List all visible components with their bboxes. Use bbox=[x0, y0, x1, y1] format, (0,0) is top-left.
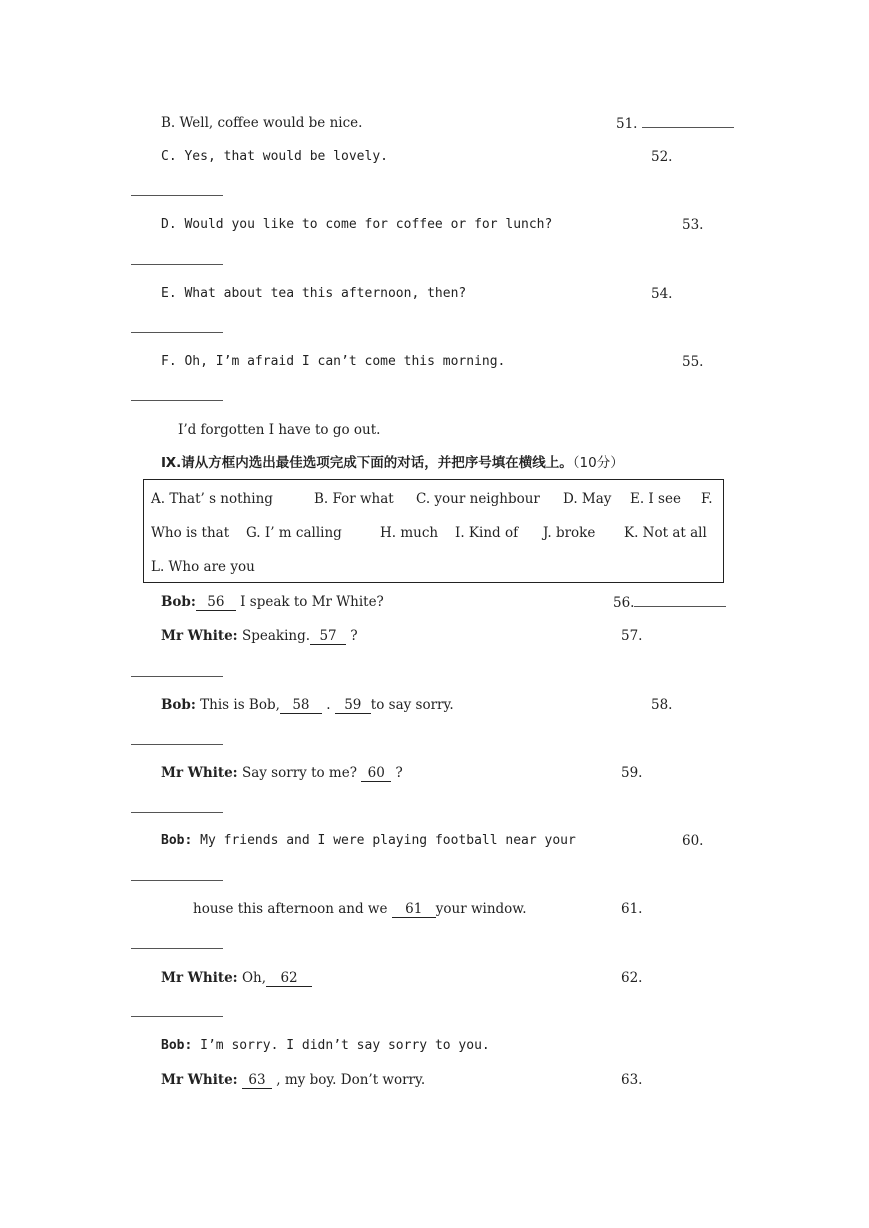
dialogue-line-58: Bob: This is Bob, 58 . 59 to say sorry. bbox=[161, 697, 454, 713]
answer-61: 61. bbox=[621, 901, 643, 917]
dialogue-line-60: Mr White: Say sorry to me? 60 ? bbox=[161, 765, 403, 781]
blank-59: 59 bbox=[335, 697, 371, 714]
line-text: Oh, bbox=[241, 970, 267, 986]
dialogue-line-bob-sorry bbox=[161, 1038, 490, 1054]
answer-55: 55. bbox=[682, 354, 704, 370]
answer-line bbox=[131, 332, 223, 333]
box-option-k: K. Not at all bbox=[624, 525, 707, 541]
box-option-e: E. I see bbox=[630, 491, 681, 507]
speaker: Bob: bbox=[161, 594, 196, 610]
line-text: Speaking. bbox=[241, 628, 311, 644]
answer-line bbox=[131, 1016, 223, 1017]
answer-51: 51. bbox=[616, 115, 734, 132]
speaker: Mr White: bbox=[161, 765, 238, 781]
dialogue-line-61: house this afternoon and we 61 your window. bbox=[193, 901, 527, 917]
blank-57: 57 bbox=[310, 628, 346, 645]
line-text: My friends and I were playing football near your bbox=[200, 833, 576, 848]
line-text: Say sorry to me? bbox=[241, 765, 357, 781]
line-text: This is Bob, bbox=[200, 697, 280, 713]
box-option-i: I. Kind of bbox=[455, 525, 519, 541]
answer-line bbox=[642, 115, 734, 128]
line-text: I speak to Mr White? bbox=[240, 594, 384, 610]
dialogue-line-56 bbox=[161, 594, 384, 611]
blank-60: 60 bbox=[361, 765, 391, 782]
answer-52: 52. bbox=[651, 149, 673, 165]
box-option-l: L. Who are you bbox=[151, 559, 255, 575]
box-option-d: D. May bbox=[563, 491, 612, 507]
line-text: house this afternoon and we bbox=[193, 901, 388, 917]
box-option-g: G. I’ m calling bbox=[246, 525, 342, 541]
answer-62: 62. bbox=[621, 970, 643, 986]
answer-line bbox=[131, 880, 223, 881]
options-box bbox=[143, 479, 724, 583]
option-b: B. Well, coffee would be nice. bbox=[161, 115, 363, 131]
box-option-c: C. your neighbour bbox=[416, 491, 540, 507]
option-f: F. Oh, I’m afraid I can’t come this morning. bbox=[161, 354, 506, 369]
answer-line bbox=[131, 948, 223, 949]
blank-56: 56 bbox=[196, 594, 236, 611]
option-f-continuation: I’d forgotten I have to go out. bbox=[178, 422, 381, 438]
answer-line bbox=[131, 264, 223, 265]
speaker: Bob: bbox=[161, 833, 193, 848]
answer-line bbox=[131, 676, 223, 677]
answer-line bbox=[634, 594, 726, 607]
box-option-j: J. broke bbox=[543, 525, 596, 541]
answer-line bbox=[131, 400, 223, 401]
dialogue-line-63 bbox=[161, 1072, 425, 1089]
answer-59: 59. bbox=[621, 765, 643, 781]
box-option-b: B. For what bbox=[314, 491, 394, 507]
answer-63: 63. bbox=[621, 1072, 643, 1088]
dialogue-line-bob-friends bbox=[161, 833, 576, 849]
blank-62: 62 bbox=[266, 970, 312, 987]
answer-60: 60. bbox=[682, 833, 704, 849]
speaker: Mr White: bbox=[161, 1072, 238, 1088]
blank-58: 58 bbox=[280, 697, 322, 714]
speaker: Mr White: bbox=[161, 970, 238, 986]
speaker: Bob: bbox=[161, 1038, 193, 1053]
speaker: Bob: bbox=[161, 697, 196, 713]
option-d: D. Would you like to come for coffee or for lunch? bbox=[161, 217, 553, 232]
dialogue-line-62 bbox=[161, 970, 312, 987]
line-text: I’m sorry. I didn’t say sorry to you. bbox=[200, 1038, 490, 1053]
box-option-f-label: F. bbox=[701, 491, 713, 507]
section-heading: Ⅸ.请从方框内选出最佳选项完成下面的对话，并把序号填在横线上。（10分） bbox=[161, 455, 624, 471]
answer-line bbox=[131, 812, 223, 813]
answer-57: 57. bbox=[621, 628, 643, 644]
option-c: C. Yes, that would be lovely. bbox=[161, 149, 388, 164]
option-e: E. What about tea this afternoon, then? bbox=[161, 286, 467, 301]
line-text: , my boy. Don’t worry. bbox=[276, 1072, 426, 1088]
speaker: Mr White: bbox=[161, 628, 238, 644]
blank-63: 63 bbox=[242, 1072, 272, 1089]
blank-61: 61 bbox=[392, 901, 436, 918]
answer-58: 58. bbox=[651, 697, 673, 713]
answer-56: 56. bbox=[613, 594, 726, 611]
box-option-a: A. That’ s nothing bbox=[151, 491, 273, 507]
box-option-f: Who is that bbox=[151, 525, 230, 541]
answer-53: 53. bbox=[682, 217, 704, 233]
answer-54: 54. bbox=[651, 286, 673, 302]
dialogue-line-57: Mr White: Speaking. 57 ? bbox=[161, 628, 358, 644]
answer-line bbox=[131, 744, 223, 745]
box-option-h: H. much bbox=[380, 525, 439, 541]
answer-line bbox=[131, 195, 223, 196]
